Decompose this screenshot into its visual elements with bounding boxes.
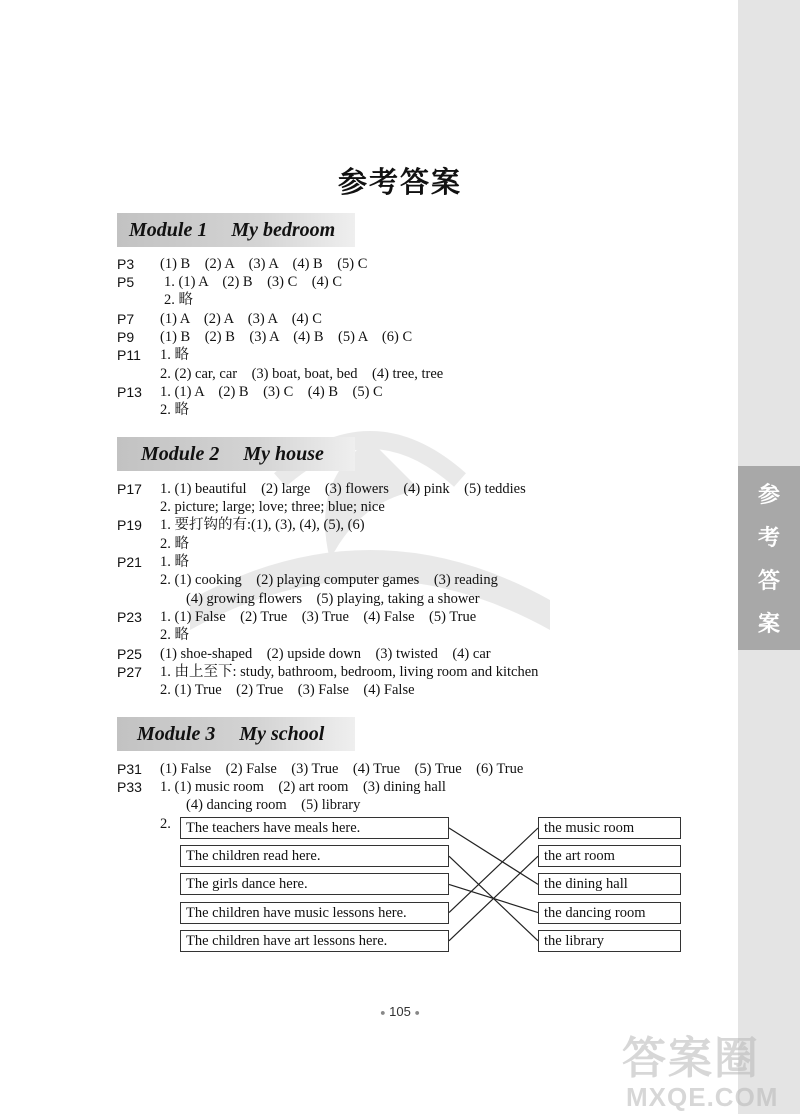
page-ref: P27 [117, 664, 142, 680]
module-number: Module 1 [129, 218, 208, 241]
match-left-box: The teachers have meals here. [180, 817, 449, 839]
answer-line: (1) B (2) B (3) A (4) B (5) A (6) C [160, 329, 413, 345]
page-ref: P21 [117, 554, 142, 570]
page-ref: P33 [117, 779, 142, 795]
match-left-box: The children read here. [180, 845, 449, 867]
answer-line: (1) B (2) A (3) A (4) B (5) C [160, 256, 368, 272]
module-name: My school [239, 722, 325, 745]
watermark-top-text: 答案圈 [622, 1033, 760, 1084]
answer-line: 1. (1) A (2) B (3) C (4) B (5) C [160, 384, 383, 400]
answer-line: 2. (1) cooking (2) playing computer games (3) reading [160, 572, 498, 588]
match-right-box: the music room [538, 817, 681, 839]
side-tab-char: 答 [757, 569, 780, 594]
answer-line: 1. 要打钩的有:(1), (3), (4), (5), (6) [160, 517, 365, 533]
module-number: Module 2 [141, 442, 220, 465]
page-ref: P13 [117, 384, 142, 400]
page-ref: P5 [117, 274, 135, 290]
module-number: Module 3 [137, 722, 216, 745]
match-right-box: the art room [538, 845, 681, 867]
match-left-box: The children have art lessons here. [180, 930, 449, 952]
page-ref: P25 [117, 646, 142, 662]
match-right-box: the dining hall [538, 873, 681, 895]
answer-line: 2. (1) True (2) True (3) False (4) False [160, 682, 415, 698]
answer-line: 1. (1) A (2) B (3) C (4) C [164, 274, 343, 290]
answer-line: 2. picture; large; love; three; blue; nice [160, 499, 385, 515]
answer-line: (1) A (2) A (3) A (4) C [160, 311, 322, 327]
page-ref: P31 [117, 761, 142, 777]
page-ref: P19 [117, 517, 142, 533]
module-name: My bedroom [231, 218, 336, 241]
answer-line: 2. 略 [160, 402, 189, 418]
answer-line: 1. (1) music room (2) art room (3) dining hall [160, 779, 446, 795]
answer-line: 2. 略 [160, 536, 189, 552]
page-ref: P11 [117, 347, 141, 363]
match-left-box: The children have music lessons here. [180, 902, 449, 924]
answer-line: (1) False (2) False (3) True (4) True (5) True (6) True [160, 761, 524, 777]
answer-line: 2. [160, 816, 171, 832]
module-name: My house [243, 442, 324, 465]
side-tab-char: 考 [757, 526, 780, 551]
side-tab-char: 案 [757, 612, 780, 637]
answer-line: 2. (2) car, car (3) boat, boat, bed (4) tree, tree [160, 366, 444, 382]
answer-line: (4) growing flowers (5) playing, taking a shower [186, 591, 480, 607]
page-number: ● 105 ● [380, 1004, 420, 1019]
page-ref: P9 [117, 329, 135, 345]
answer-line: 1. 略 [160, 554, 189, 570]
match-right-box: the dancing room [538, 902, 681, 924]
page-title: 参考答案 [337, 165, 462, 199]
answer-line: 1. (1) False (2) True (3) True (4) False (5) True [160, 609, 477, 625]
watermark [612, 1020, 800, 1114]
page-ref: P23 [117, 609, 142, 625]
match-right-box: the library [538, 930, 681, 952]
match-connector-line [449, 828, 538, 884]
page-ref: P17 [117, 481, 142, 497]
answer-line: 2. 略 [160, 627, 189, 643]
page-ref: P7 [117, 311, 135, 327]
answer-line: (4) dancing room (5) library [186, 797, 361, 813]
match-left-box: The girls dance here. [180, 873, 449, 895]
watermark-bottom-text: MXQE.COM [626, 1082, 779, 1112]
page-number-text: 105 [389, 1004, 411, 1019]
match-connector-line [449, 828, 538, 913]
answer-line: 1. 由上至下: study, bathroom, bedroom, living room and kitchen [160, 664, 539, 680]
answer-line: 1. (1) beautiful (2) large (3) flowers (4) pink (5) teddies [160, 481, 526, 497]
answer-line: 1. 略 [160, 347, 189, 363]
side-tab-char: 参 [757, 483, 780, 508]
answer-line: 2. 略 [164, 292, 193, 308]
answer-line: (1) shoe-shaped (2) upside down (3) twisted (4) car [160, 646, 491, 662]
page-ref: P3 [117, 256, 135, 272]
